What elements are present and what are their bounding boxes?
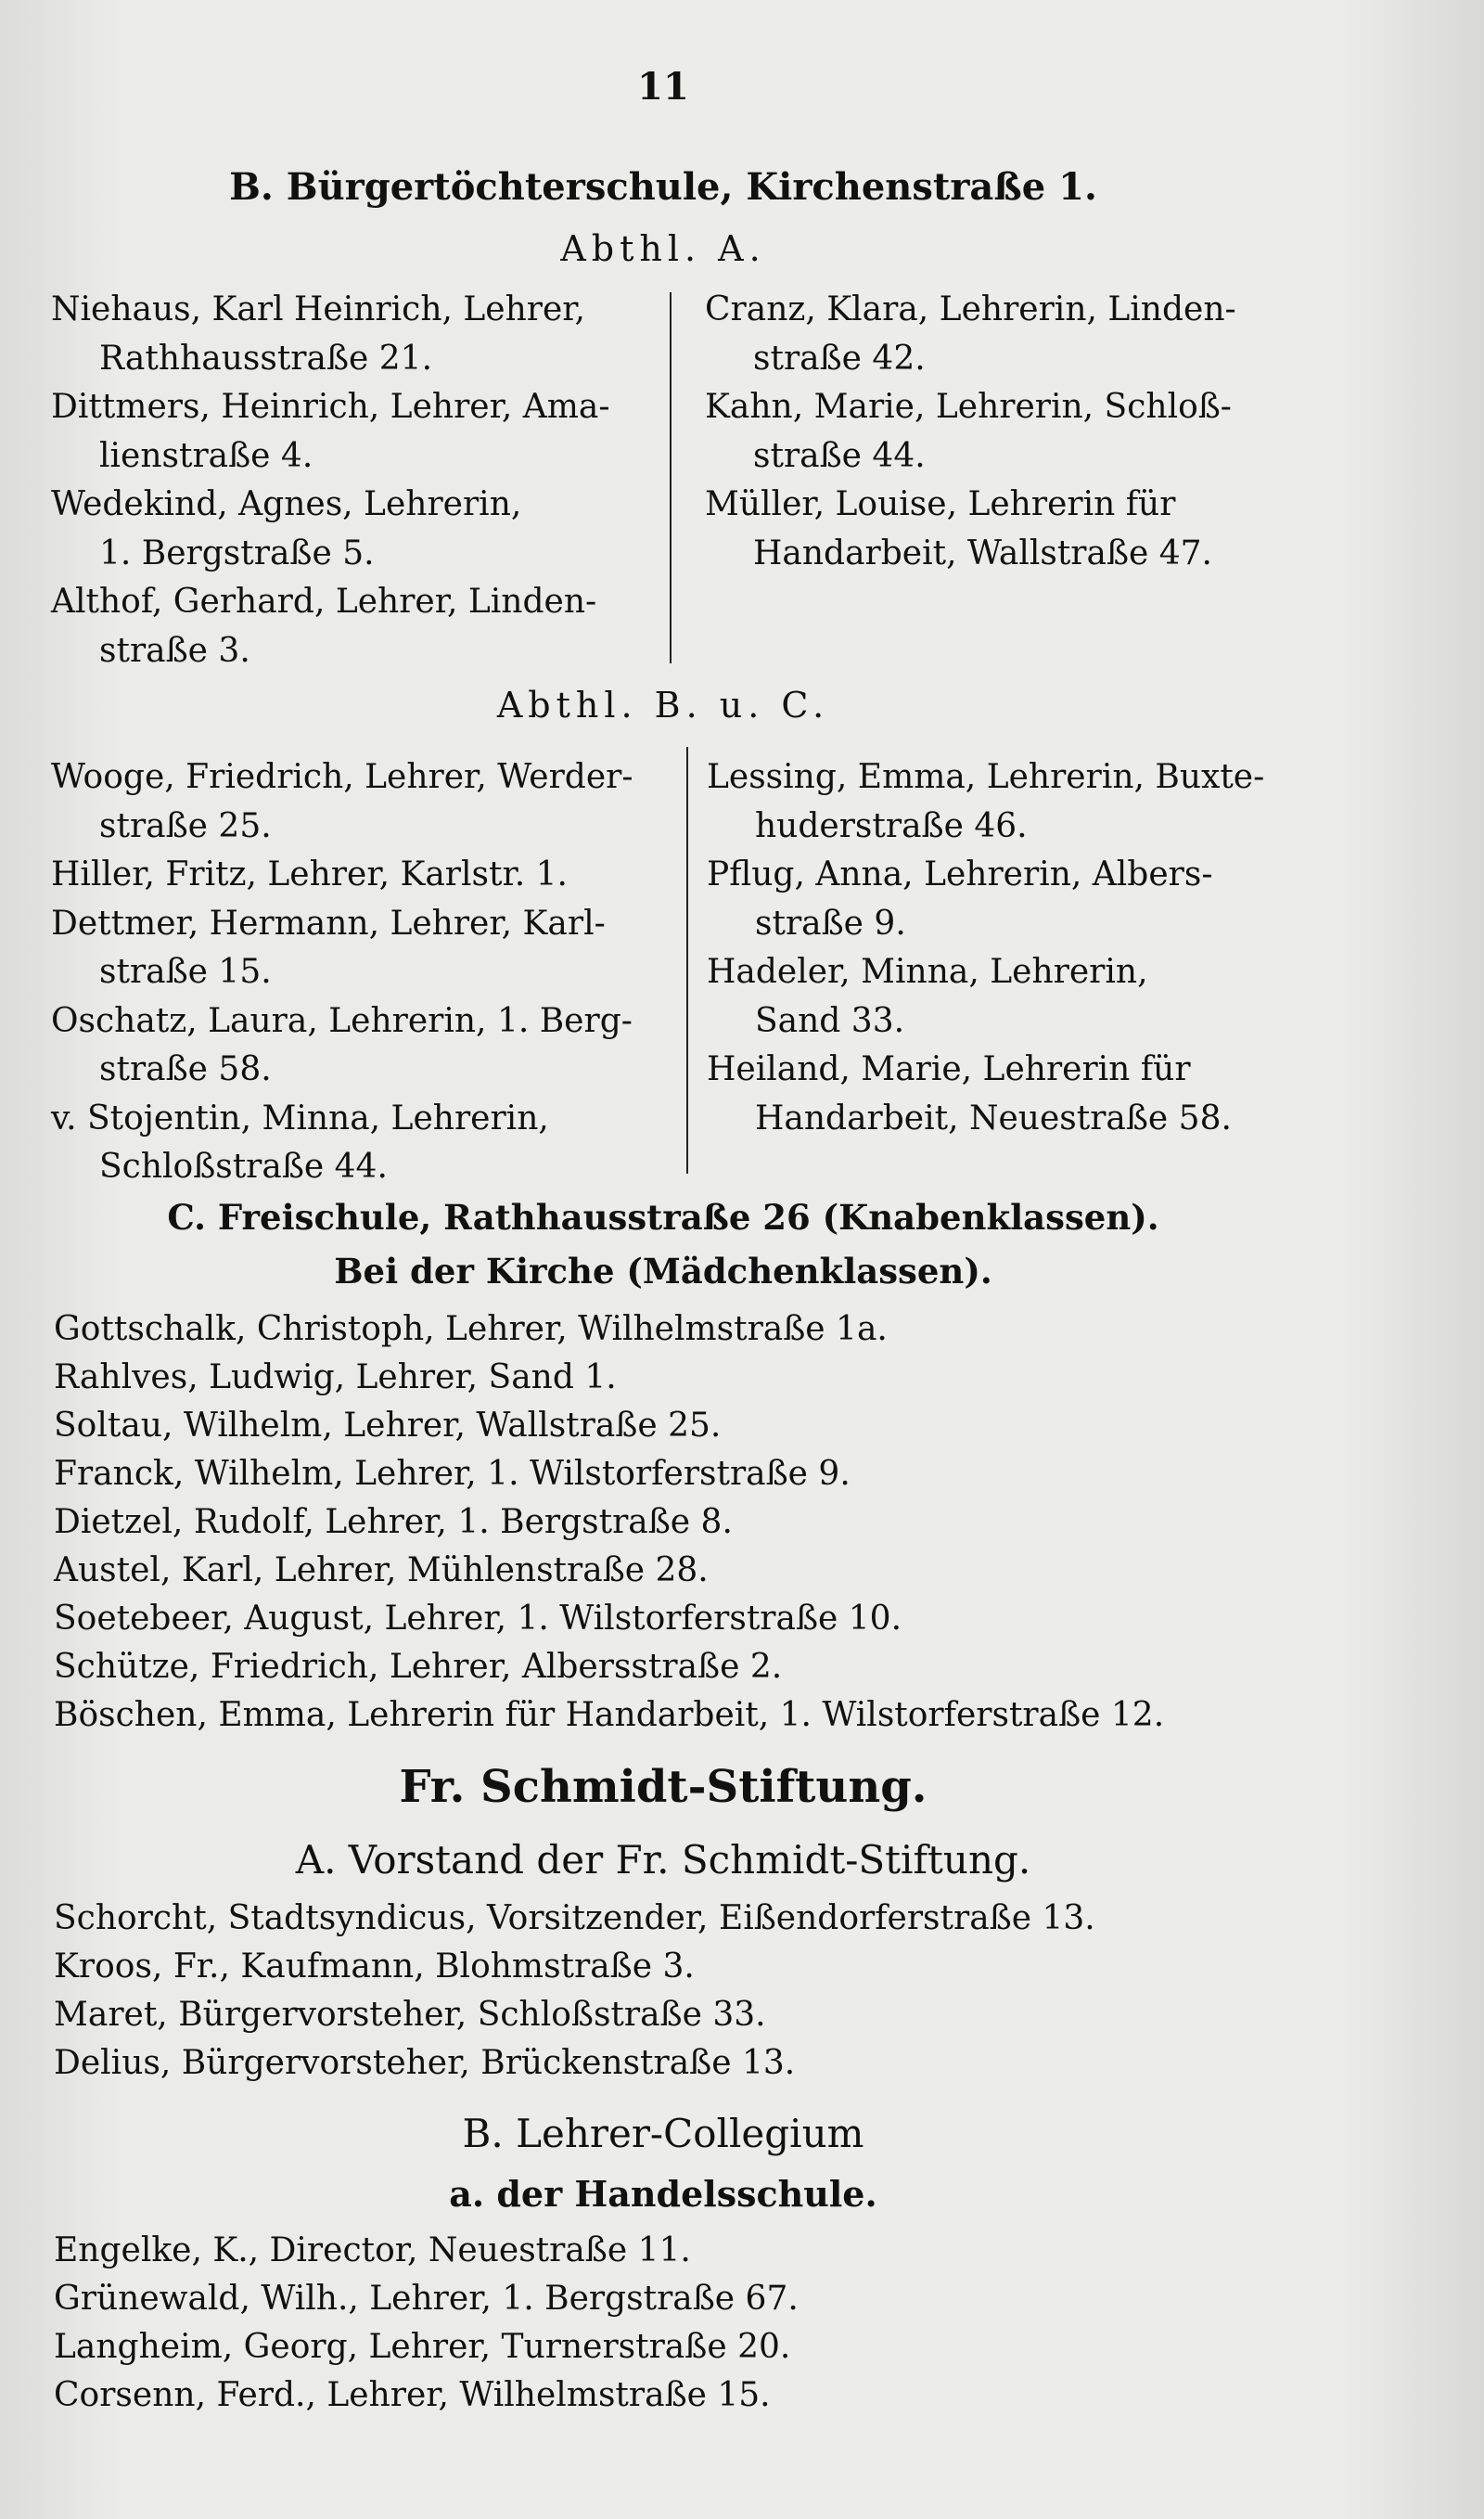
entry-line: Hiller, Fritz, Lehrer, Karlstr. 1. xyxy=(51,855,568,893)
column-divider xyxy=(670,292,672,663)
collegium-title: B. Lehrer-Collegium xyxy=(462,2111,864,2156)
entry-line: straße 44. xyxy=(753,436,926,475)
abth-bc-left-column xyxy=(51,753,654,1192)
entry-line: Langheim, Georg, Lehrer, Turnerstraße 20. xyxy=(54,2328,791,2366)
entry-line: huderstraße 46. xyxy=(755,806,1028,845)
section-b-title: B. Bürgertöchterschule, Kirchenstraße 1. xyxy=(229,165,1097,209)
abth-a-label: Abthl. A. xyxy=(560,228,766,269)
entry-line: straße 9. xyxy=(755,904,906,943)
entry-line: Oschatz, Laura, Lehrerin, 1. Berg- xyxy=(51,1001,633,1040)
entry-line: Handarbeit, Wallstraße 47. xyxy=(753,533,1212,572)
entry-line: Kroos, Fr., Kaufmann, Blohmstraße 3. xyxy=(54,1947,695,1986)
entry-line: Rahlves, Ludwig, Lehrer, Sand 1. xyxy=(54,1358,617,1396)
vorstand-list xyxy=(54,1895,1095,2088)
collegium-subtitle: a. der Handelsschule. xyxy=(449,2173,877,2215)
entry-line: straße 25. xyxy=(99,806,272,845)
entry-line: Franck, Wilhelm, Lehrer, 1. Wilstorferstraße 9. xyxy=(54,1455,851,1493)
entry-line: Schütze, Friedrich, Lehrer, Albersstraße 2. xyxy=(54,1648,783,1686)
entry-line: Althof, Gerhard, Lehrer, Linden- xyxy=(51,583,597,621)
entry-line: Maret, Bürgervorsteher, Schloßstraße 33. xyxy=(54,1996,766,2034)
section-c-subtitle: Bei der Kirche (Mädchenklassen). xyxy=(334,1251,992,1292)
entry-line: Gottschalk, Christoph, Lehrer, Wilhelmstraße 1a. xyxy=(54,1310,888,1348)
entry-line: Wedekind, Agnes, Lehrerin, xyxy=(51,485,522,523)
entry-line: Böschen, Emma, Lehrerin für Handarbeit, 1. Wilstorferstraße 12. xyxy=(54,1696,1165,1734)
abth-a-left-column xyxy=(51,286,654,675)
entry-line: Kahn, Marie, Lehrerin, Schloß- xyxy=(705,388,1232,426)
entry-line: Lessing, Emma, Lehrerin, Buxte- xyxy=(707,758,1265,796)
entry-line: Rathhausstraße 21. xyxy=(99,339,433,378)
entry-line: Corsenn, Ferd., Lehrer, Wilhelmstraße 15. xyxy=(54,2376,771,2414)
entry-line: Delius, Bürgervorsteher, Brückenstraße 13. xyxy=(54,2044,796,2082)
entry-line: lienstraße 4. xyxy=(99,436,313,475)
entry-line: Hadeler, Minna, Lehrerin, xyxy=(707,953,1148,991)
section-c-list xyxy=(54,1305,1164,1740)
entry-line: straße 58. xyxy=(99,1050,272,1088)
stiftung-title: Fr. Schmidt-Stiftung. xyxy=(399,1761,928,1813)
vorstand-title: A. Vorstand der Fr. Schmidt-Stiftung. xyxy=(295,1837,1031,1883)
collegium-list xyxy=(54,2227,799,2420)
entry-line: v. Stojentin, Minna, Lehrerin, xyxy=(51,1099,549,1137)
abth-a-right-column xyxy=(705,286,1336,578)
entry-line: straße 3. xyxy=(99,631,250,670)
entry-line: Schorcht, Stadtsyndicus, Vorsitzender, Eißendorferstraße 13. xyxy=(54,1899,1095,1937)
entry-line: Pflug, Anna, Lehrerin, Albers- xyxy=(707,855,1213,893)
column-divider xyxy=(686,747,688,1174)
entry-line: Dettmer, Hermann, Lehrer, Karl- xyxy=(51,904,606,943)
entry-line: straße 15. xyxy=(99,953,272,991)
entry-line: Soltau, Wilhelm, Lehrer, Wallstraße 25. xyxy=(54,1407,722,1445)
entry-line: Schloßstraße 44. xyxy=(99,1148,388,1186)
entry-line: 1. Bergstraße 5. xyxy=(99,533,375,572)
entry-line: Dittmers, Heinrich, Lehrer, Ama- xyxy=(51,388,610,426)
section-c-title: C. Freischule, Rathhausstraße 26 (Knabenklassen). xyxy=(167,1197,1159,1238)
entry-line: Niehaus, Karl Heinrich, Lehrer, xyxy=(51,290,585,328)
entry-line: Müller, Louise, Lehrerin für xyxy=(705,485,1176,523)
entry-line: straße 42. xyxy=(753,339,926,378)
entry-line: Dietzel, Rudolf, Lehrer, 1. Bergstraße 8. xyxy=(54,1503,733,1541)
entry-line: Cranz, Klara, Lehrerin, Linden- xyxy=(705,290,1236,328)
entry-line: Handarbeit, Neuestraße 58. xyxy=(755,1099,1232,1137)
entry-line: Heiland, Marie, Lehrerin für xyxy=(707,1050,1191,1088)
entry-line: Sand 33. xyxy=(755,1001,905,1040)
entry-line: Grünewald, Wilh., Lehrer, 1. Bergstraße 67. xyxy=(54,2280,799,2318)
entry-line: Soetebeer, August, Lehrer, 1. Wilstorferstraße 10. xyxy=(54,1600,902,1638)
entry-line: Wooge, Friedrich, Lehrer, Werder- xyxy=(51,758,633,796)
entry-line: Engelke, K., Director, Neuestraße 11. xyxy=(54,2231,691,2269)
abth-bc-label: Abthl. B. u. C. xyxy=(496,685,830,726)
abth-bc-right-column xyxy=(707,753,1337,1143)
entry-line: Austel, Karl, Lehrer, Mühlenstraße 28. xyxy=(54,1551,709,1589)
page-number: 11 xyxy=(637,65,689,109)
